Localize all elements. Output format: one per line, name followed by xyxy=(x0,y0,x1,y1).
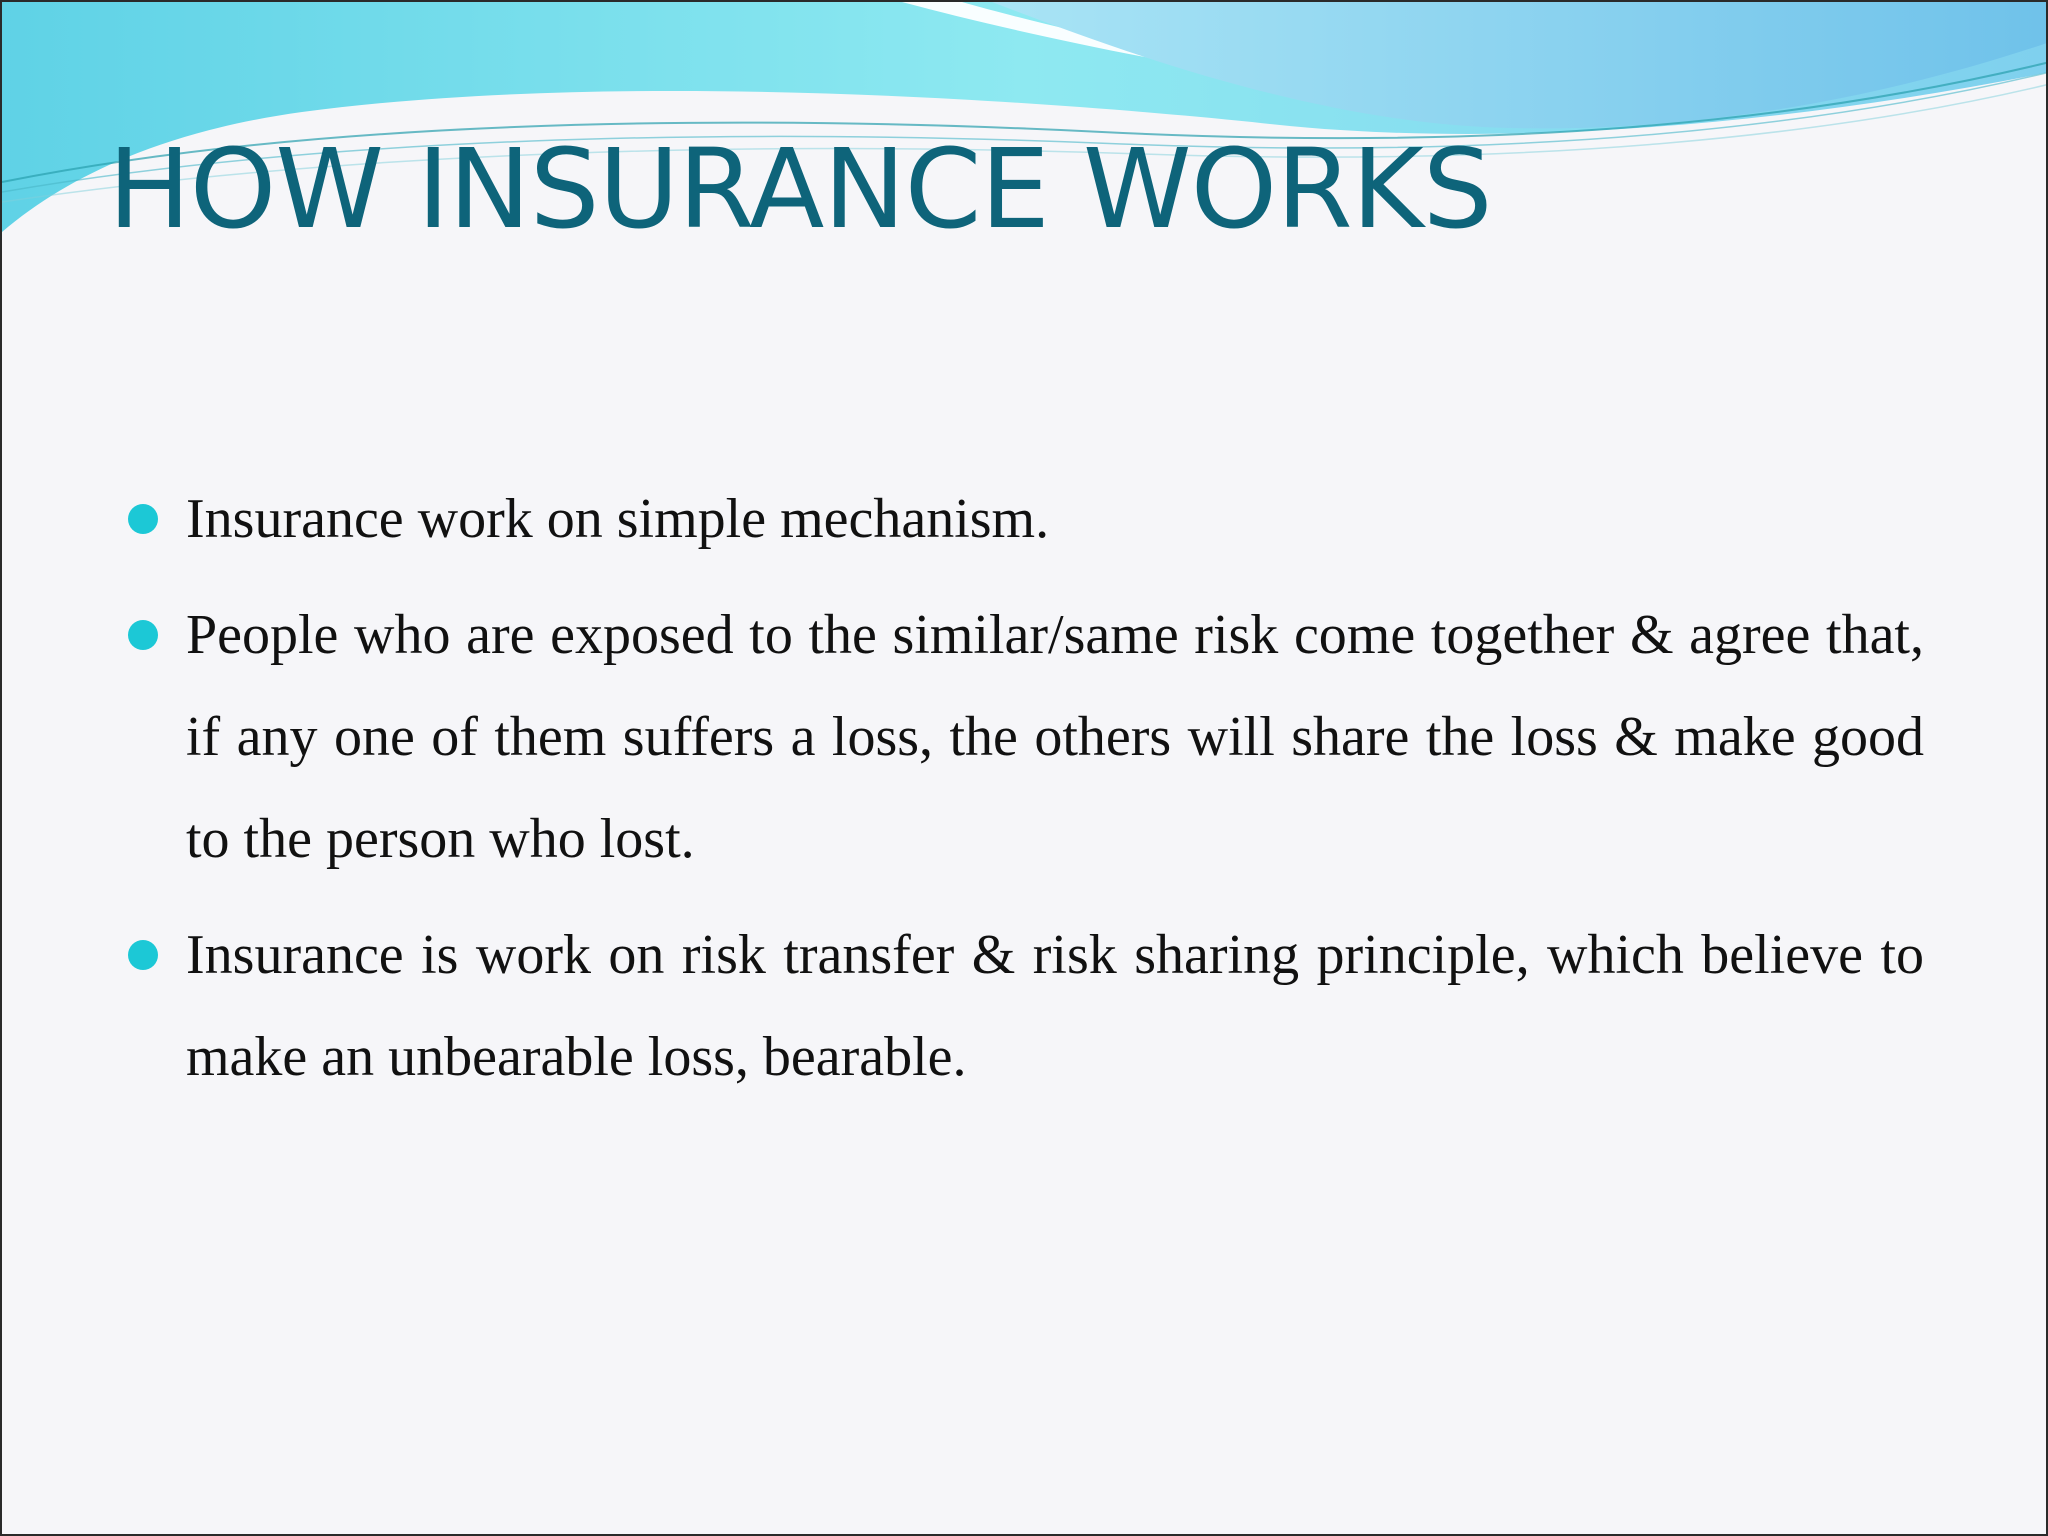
bullet-dot-icon xyxy=(128,504,158,534)
bullet-item xyxy=(128,584,1924,890)
bullet-item xyxy=(128,468,1924,570)
bullet-list xyxy=(128,468,1924,1122)
slide-title: HOW INSURANCE WORKS xyxy=(108,125,1492,253)
bullet-dot-icon xyxy=(128,620,158,650)
bullet-dot-icon xyxy=(128,940,158,970)
bullet-text: People who are exposed to the similar/same risk come together & agree that, if any one of them suffers a loss, the others will share the loss & make good to the person who lost. xyxy=(186,604,1924,870)
bullet-text: Insurance work on simple mechanism. xyxy=(186,488,1050,550)
bullet-item xyxy=(128,904,1924,1108)
bullet-text: Insurance is work on risk transfer & risk sharing principle, which believe to make an unbearable loss, bearable. xyxy=(186,924,1924,1088)
